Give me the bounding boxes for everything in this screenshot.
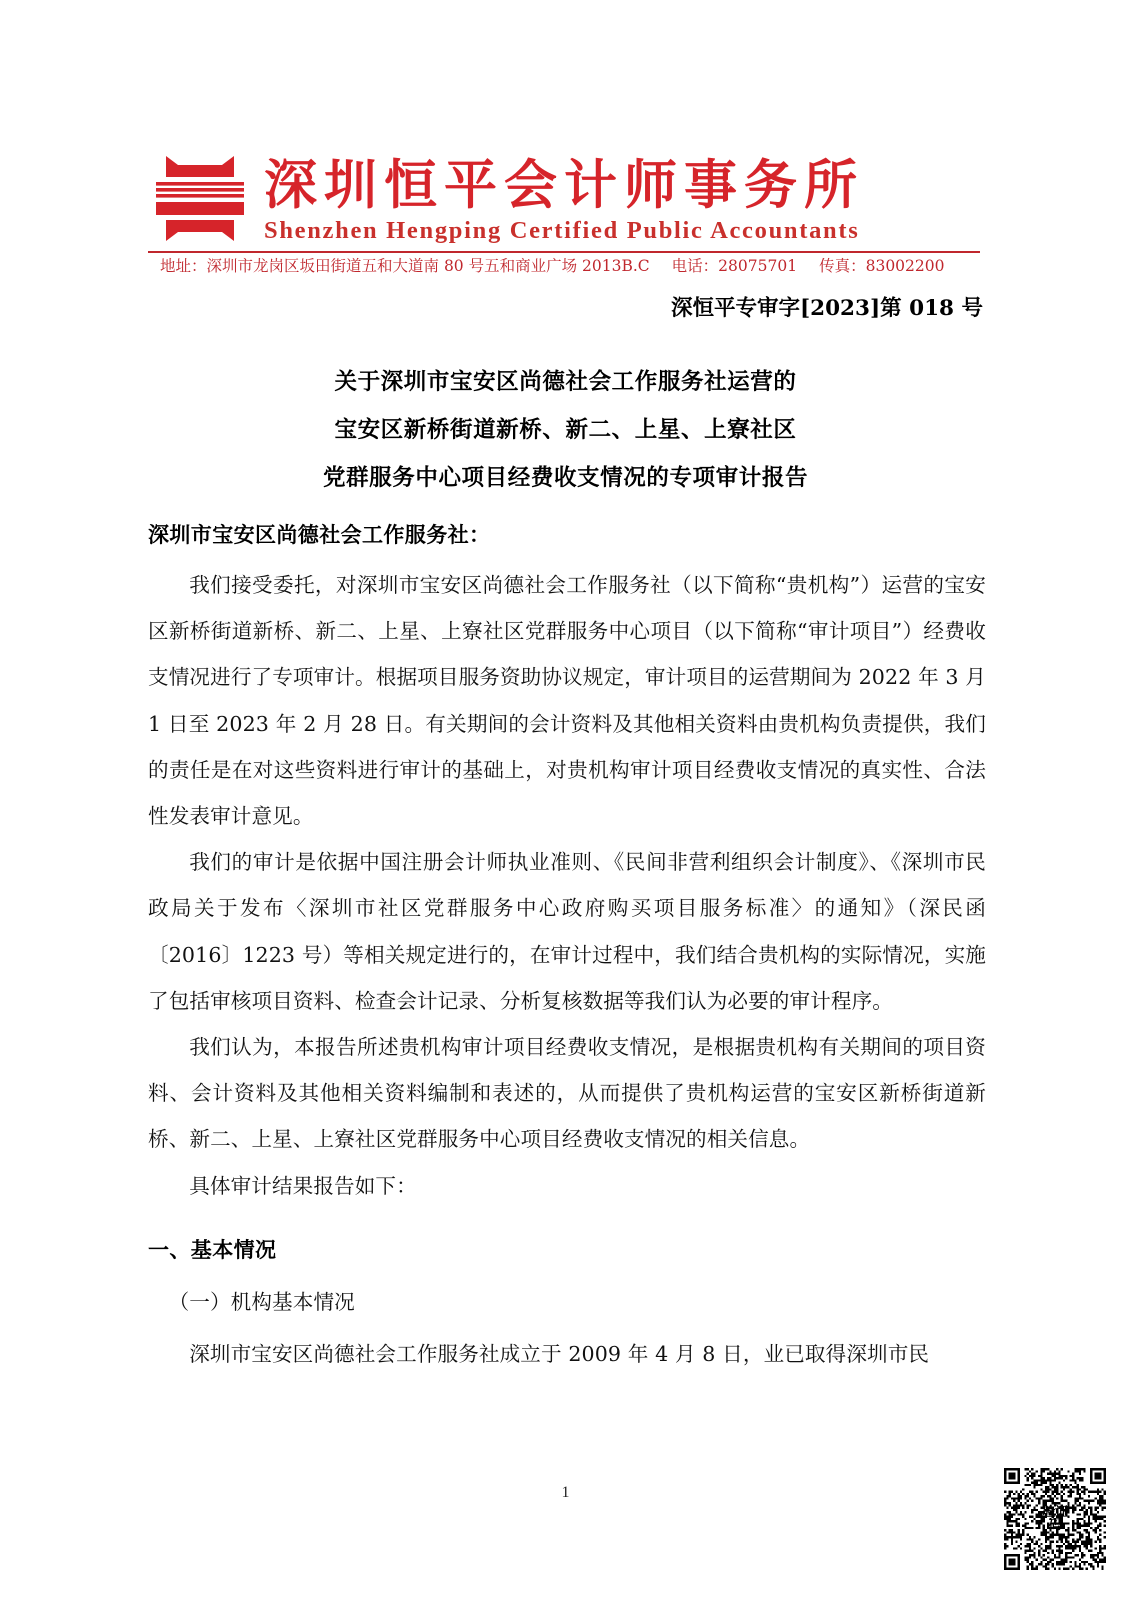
body-paragraph-2: 我们的审计是依据中国注册会计师执业准则、《民间非营利组织会计制度》、《深圳市民政局关于发布〈深圳市社区党群服务中心政府购买项目服务标准〉的通知》（深民函〔2016〕1223 号）等相关规定进行的，在审计过程中，我们结合贵机构的实际情况，实施了包括审核项目资料、检查会计记录、分析复核数据等我们认为必要的审计程序。 — [148, 850, 986, 1013]
letterhead-main-row — [148, 140, 980, 248]
report-body — [148, 512, 986, 1377]
phone-label: 电话： — [671, 257, 719, 275]
letterhead-divider — [148, 251, 980, 253]
letterhead-contact-line — [148, 255, 980, 277]
letterhead — [148, 140, 980, 275]
section-heading-1: 一、基本情况 — [148, 1236, 277, 1262]
subsection-heading-1: （一）机构基本情况 — [168, 1289, 355, 1314]
body-paragraph-4: 具体审计结果报告如下： — [189, 1173, 417, 1198]
qr-label-line-1: 验证 — [1042, 1505, 1068, 1520]
firm-emblem-icon — [148, 144, 252, 248]
report-title — [148, 358, 983, 502]
fax-value: 83002200 — [865, 257, 945, 275]
title-line-3: 党群服务中心项目经费收支情况的专项审计报告 — [322, 465, 809, 491]
addressee-line: 深圳市宝安区尚德社会工作服务社： — [148, 522, 491, 547]
firm-name-en: Shenzhen Hengping Certified Public Accountants — [264, 217, 860, 244]
qr-code-canvas — [1004, 1468, 1106, 1570]
title-line-1: 关于深圳市宝安区尚德社会工作服务社运营的 — [334, 369, 797, 395]
document-number: 深恒平专审字[2023]第 018 号 — [670, 296, 983, 321]
address-label: 地址： — [160, 257, 207, 275]
body-paragraph-3: 我们认为，本报告所述贵机构审计项目经费收支情况，是根据贵机构有关期间的项目资料、会计资料及其他相关资料编制和表述的，从而提供了贵机构运营的宝安区新桥街道新桥、新二、上星、上寮社区党群服务中心项目经费收支情况的相关信息。 — [148, 1035, 986, 1152]
address-value: 深圳市龙岗区坂田街道五和大道南 80 号五和商业广场 2013B.C — [206, 257, 650, 275]
page-number: 1 — [561, 1484, 570, 1501]
body-paragraph-1: 我们接受委托，对深圳市宝安区尚德社会工作服务社（以下简称“贵机构”）运营的宝安区新桥街道新桥、新二、上星、上寮社区党群服务中心项目（以下简称“审计项目”）经费收支情况进行了专项审计。根据项目服务资助协议规定，审计项目的运营期间为 2022 年 3 月 1 日至 2023 年 2 月 28 日。有关期间的会计资料及其他相关资料由贵机构负责提供，我们的责任是在对这些资料进行审计的基础上，对贵机构审计项目经费收支情况的真实性、合法性发表审计意见。 — [148, 573, 986, 829]
qr-code-icon[interactable] — [1004, 1468, 1106, 1570]
firm-name-cn: 深圳恒平会计师事务所 — [264, 154, 864, 216]
title-line-2: 宝安区新桥街道新桥、新二、上星、上寮社区 — [334, 417, 797, 443]
letterhead-text — [264, 155, 980, 248]
phone-value: 28075701 — [718, 257, 798, 275]
subsection-text: 深圳市宝安区尚德社会工作服务社成立于 2009 年 4 月 8 日，业已取得深圳市民 — [189, 1341, 930, 1366]
qr-label-line-2: 码 — [1048, 1518, 1062, 1533]
fax-label: 传真： — [819, 257, 866, 275]
